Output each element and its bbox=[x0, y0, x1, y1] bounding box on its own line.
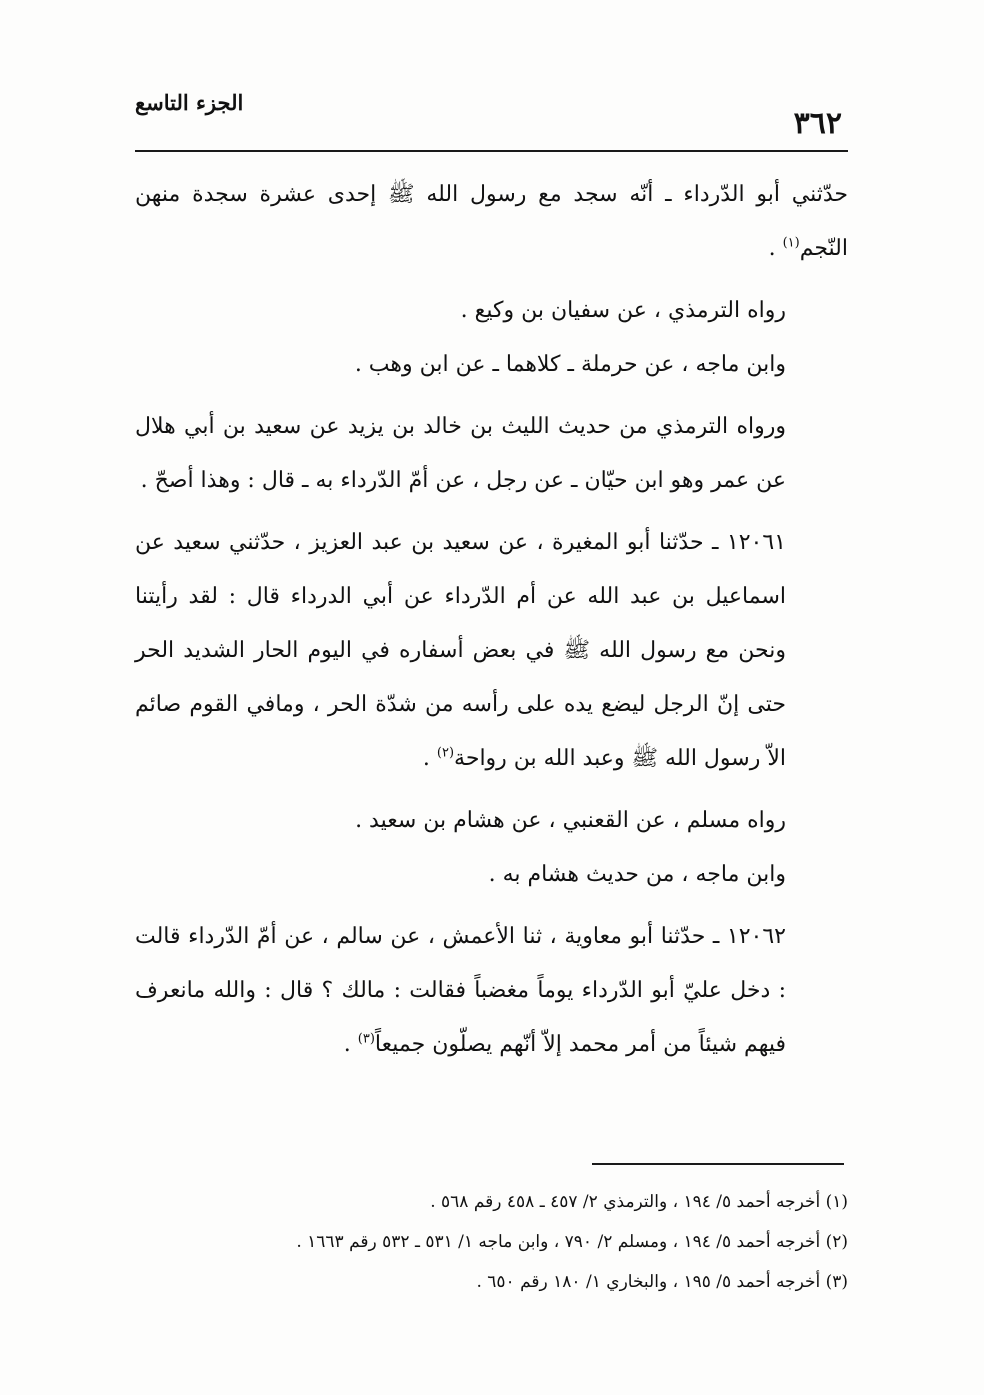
footnotes bbox=[135, 1182, 848, 1302]
paragraph-1 bbox=[135, 168, 848, 276]
page-number: ٣٦٢ bbox=[793, 106, 842, 141]
paragraph-5-text: ١٢٠٦١ ـ حدّثنا أبو المغيرة ، عن سعيد بن عبد العزيز ، حدّثني سعيد عن اسماعيل بن عبد الله عن أم الدّرداء عن أبي الدرداء قال : لقد رأيتنا ونحن مع رسول الله ﷺ في بعض أسفاره في اليوم الحار الشديد الحر حتى إنّ الرجل ليضع يده على رأسه من شدّة الحر ، ومافي القوم صائم الاّ رسول الله ﷺ وعبد الله بن رواحة bbox=[135, 530, 786, 771]
footnote-1: (١) أخرجه أحمد ٥/ ١٩٤ ، والترمذي ٢/ ٤٥٧ ـ ٤٥٨ رقم ٥٦٨ . bbox=[430, 1192, 848, 1212]
paragraph-5-end: . bbox=[422, 746, 437, 771]
footnote-2: (٢) أخرجه أحمد ٥/ ١٩٤ ، ومسلم ٢/ ٧٩٠ ، وابن ماجه ١/ ٥٣١ ـ ٥٣٢ رقم ١٦٦٣ . bbox=[296, 1232, 848, 1252]
paragraph-1-text: حدّثني أبو الدّرداء ـ أنّه سجد مع رسول الله ﷺ إحدى عشرة سجدة منهن النّجم bbox=[135, 182, 848, 261]
paragraph-6: رواه مسلم ، عن القعنبي ، عن هشام بن سعيد . bbox=[355, 808, 786, 833]
header-divider bbox=[135, 150, 848, 152]
footnote-3: (٣) أخرجه أحمد ٥/ ١٩٥ ، والبخاري ١/ ١٨٠ رقم ٦٥٠ . bbox=[476, 1272, 848, 1292]
paragraph-8-text: ١٢٠٦٢ ـ حدّثنا أبو معاوية ، ثنا الأعمش ، عن سالم ، عن أمّ الدّرداء قالت : دخل عليّ أبو الدّرداء يوماً مغضباً فقالت : مالك ؟ قال : والله مانعرف فيهم شيئاً من أمر محمد إلاّ أنّهم يصلّون جميعاً bbox=[135, 924, 786, 1057]
footnote-divider bbox=[592, 1163, 844, 1165]
paragraph-1-end: . bbox=[768, 236, 783, 261]
paragraph-5 bbox=[135, 516, 848, 786]
footnote-ref-2: (٢) bbox=[436, 745, 455, 761]
paragraph-8-end: . bbox=[343, 1032, 358, 1057]
main-text bbox=[135, 168, 848, 1072]
footnote-ref-1: (١) bbox=[782, 235, 800, 251]
paragraph-4: ورواه الترمذي من حديث الليث بن خالد بن يزيد عن سعيد بن أبي هلال عن عمر وهو ابن حيّان ـ عن رجل ، عن أمّ الدّرداء به ـ قال : وهذا أصحّ . bbox=[135, 414, 786, 493]
book-part-title: الجزء التاسع bbox=[135, 90, 244, 115]
paragraph-7: وابن ماجه ، من حديث هشام به . bbox=[488, 862, 786, 887]
footnote-ref-3: (٣) bbox=[357, 1031, 375, 1047]
paragraph-8 bbox=[135, 910, 848, 1072]
paragraph-2: رواه الترمذي ، عن سفيان بن وكيع . bbox=[460, 298, 786, 323]
page-header bbox=[135, 84, 848, 146]
paragraph-3: وابن ماجه ، عن حرملة ـ كلاهما ـ عن ابن وهب . bbox=[354, 352, 786, 377]
